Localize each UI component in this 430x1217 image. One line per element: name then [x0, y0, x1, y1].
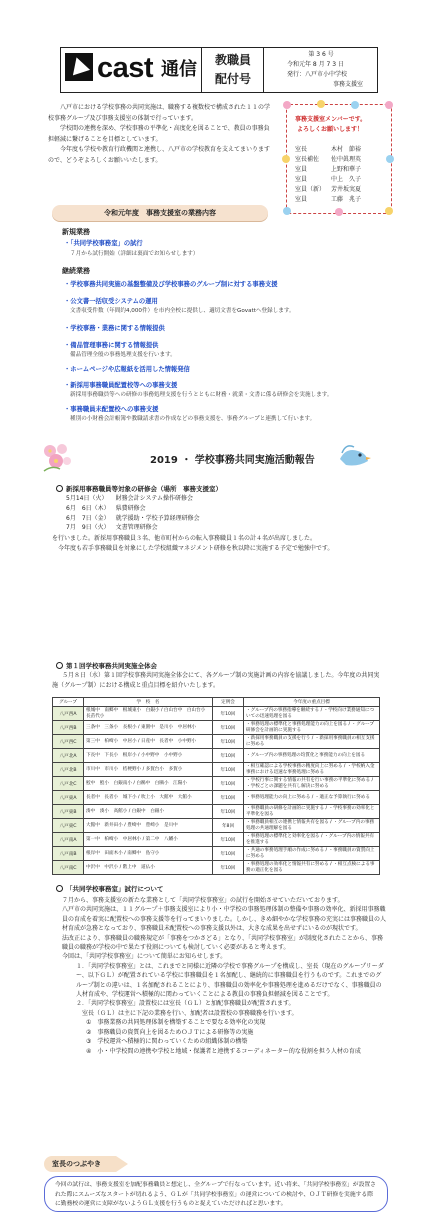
- issue-kind: [203, 48, 264, 92]
- group-row: [53, 735, 380, 749]
- staff-name: 木村 節裕: [331, 146, 362, 153]
- issue-date: 令和元年 8 月 7 3 日: [287, 61, 344, 68]
- group-target: ・相互確認による学校事務の精度向上に努める / ・学校納入金事務における迅速な事務処理に努める: [244, 763, 380, 777]
- work-item-note: 種別の小財務会計帳簿や教職請求書の作成などの事務支援を、事務グループと連携して行います。: [70, 416, 316, 422]
- group-row: [53, 861, 380, 875]
- work-item: ・事務職員未配置校への事務支援: [64, 406, 159, 413]
- flower-icon: [335, 208, 343, 216]
- flower-icon: [386, 155, 394, 163]
- work-item: ・新採用事務職員配置校等への事務支援: [64, 382, 178, 389]
- staff-name: 工藤 兆子: [331, 196, 362, 203]
- meeting-count: 年10回: [213, 847, 244, 861]
- group-schools: 湊中 湊小 高館小 / 白銀中 白銀小: [84, 805, 213, 819]
- group-name: 八戸東B: [53, 805, 84, 819]
- flower-icon: [385, 207, 393, 215]
- masthead: [60, 47, 378, 93]
- circle-bullet-icon: [56, 885, 63, 892]
- continuing-work-heading: 継続業務: [62, 267, 90, 275]
- flower-icon: [283, 207, 291, 215]
- group-row: [53, 805, 380, 819]
- group-target: ・事務職員の研修を計画的に実施する / ・学校事務の効率化と平準化を図る: [244, 805, 380, 819]
- issue-number: 第 3 6 号: [308, 51, 334, 58]
- training-content: 県費研修会: [115, 504, 146, 512]
- group-schools: 大館中 新井田小 / 豊崎中 豊崎小 是川中: [84, 819, 213, 833]
- group-schools: 中沢中 中沢小 / 階上中 道仏小: [84, 861, 213, 875]
- group-row: [53, 749, 380, 763]
- staff-box: [286, 104, 392, 214]
- tsubuyaki-text: 今回の試行は、事務支援室を加配事務職員と想定し、全グループで行なっています。近い将来、「共同学校事務室」が設置された際にスムーズなスタートが切れるよう、ＧＬが「共同学校事務室」の運営についての検討や、ＯＪＴ研修を実施する際に勤務校の運営に支障がないようＧＬ支援を行うものと捉えていただければと思います。: [55, 1182, 376, 1208]
- group-name: 八戸西B: [53, 721, 84, 735]
- group-name: 八戸南B: [53, 847, 84, 861]
- training-row: [66, 504, 206, 514]
- meeting-count: 年10回: [213, 833, 244, 847]
- training-note-2: 今年度も若手事務職員を対象にした学校組織マネジメント研修を秋以降に実施する予定で勉強中です。: [58, 544, 334, 552]
- staff-headline: [295, 115, 366, 135]
- group-schools: 鮫中 鮫小 白銀南小 / 白鷗中 白鷗小 江陽小: [84, 777, 213, 791]
- group-target: ・学校行事に関する情報の共有を行い事務の平準化に努める / ・学校ごとの課題を共有し解決に努める: [244, 777, 380, 791]
- group-row: [53, 707, 380, 721]
- training-date: 6月 7日（金）: [66, 514, 110, 522]
- section-title: 令和元年度 事務支援室の業務内容: [52, 205, 268, 221]
- work-item-note: 新採用事務職員等への研修の事務処理支援を行うとともに財務・就業・文書に係る研修会を実施します。: [70, 392, 333, 398]
- work-item-note: ７月から試行開始（詳細は裏面でお知らせします）: [70, 251, 199, 257]
- staff-member: [295, 175, 387, 185]
- group-target: ・グループ内の事務処理の均質化と事務能力の向上を図る: [244, 749, 380, 763]
- circle-bullet-icon: [56, 662, 63, 669]
- office: 事務支援室: [332, 81, 363, 88]
- trial-list-item: ２．「共同学校事務室」設置校には室長（ＧＬ）と加配事務職員が配置されます。: [76, 1000, 295, 1008]
- bird-icon: [336, 441, 372, 471]
- staff-role: 室員: [295, 196, 308, 203]
- activity-report-banner: [38, 437, 374, 483]
- group-name: 八戸東C: [53, 819, 84, 833]
- trial-heading: [56, 884, 163, 893]
- group-table-header: [53, 698, 380, 707]
- trial-list-item: １．「共同学校事務室」とは、これまでと同様に近隣の学校で事務グループを構成し、室長（現在のグループリーダー、以下ＧＬ）が配置されている学校に事務職員を１名加配し、継続的に事務職員を行うものです。これまでのグループ制との違いは、１名加配されることにより、事務職員の効率化や事務処理を進めるだけでなく、事務職員の人材育成や、学校運営へ積極的に関わっていくことによる教員の事務負担軽減を図ることです。: [76, 962, 384, 999]
- training-note-1: を行いました。新採用事務職員３名、他市町村からの転入事務職員１名の計４名が出席しました。: [52, 535, 317, 542]
- staff-role: 室員: [295, 176, 308, 183]
- staff-headline-2: よろしくお願いします！: [297, 126, 364, 133]
- staff-member: [295, 185, 387, 195]
- staff-name: 上野和華子: [331, 166, 362, 173]
- meeting-count: 年10回: [213, 777, 244, 791]
- col-group: グループ: [53, 698, 84, 707]
- group-name: 八戸西C: [53, 735, 84, 749]
- group-row: [53, 819, 380, 833]
- work-item-note: 文書収受件数（年間約4,000件）を市内全校に提供し、適切文書をGovattへ登録します。: [70, 308, 295, 314]
- intro-paragraph: 八戸市における学校事務の共同実施は、職務する複数校で構成された１１の学校事務グループ及び事務支援室の体制で行っています。: [48, 104, 271, 122]
- trial-sublist-item: ① 事務業務の共同処理体制を構築することで要なる効率化の実現: [86, 1019, 266, 1027]
- staff-role: 室長: [295, 146, 308, 153]
- group-schools: 下長中 下長小 根岸小 / 小中野中 小中野小: [84, 749, 213, 763]
- intro-paragraph: 今年度も学校や教育行政機関と連携し、八戸市の学校教育を支えてまいりますので、どうぞよろしくお願いいたします。: [48, 146, 271, 164]
- issue-info: [265, 48, 377, 92]
- group-name: 八戸北B: [53, 763, 84, 777]
- meeting-count: 年10回: [213, 805, 244, 819]
- work-item: ・備品管理事務に関する情報提供: [64, 342, 159, 349]
- work-item: ・学校事務・業務に関する情報提供: [64, 325, 165, 332]
- group-row: [53, 763, 380, 777]
- trial-sublist-item: ③ 学校運営へ積極的に関わっていくための組織体制の構築: [86, 1038, 248, 1046]
- training-date: 6月 6日（木）: [66, 504, 110, 512]
- groups-lead: ５月８日（水）第１回学校事務共同実施全体会にて、各グループ制の実施計画の内容を協議しました。今年度の共同実施（グループ制）における構成と重点目標を紹介いたします。: [52, 672, 380, 689]
- training-heading: [56, 484, 222, 493]
- col-target: 今年度の重点目標: [244, 698, 380, 707]
- group-row: [53, 791, 380, 805]
- tsubuyaki-label: 室長のつぶやき: [44, 1156, 116, 1172]
- tsubuyaki-box: [44, 1176, 388, 1212]
- group-target: ・事務処理の効率化と情報共有に努める / ・相互点検による事務の適正化を図る: [244, 861, 380, 875]
- trial-paragraph: 八戸市の共同実施は、１１グループ＋事務支援室により小・中学校の事務処理体制の整備や事務の効率化、新採用事務職員の育成を着実に配置校への事務支援等を行ってまいりました。しかし、きめ細やかな学校事務の充実には事務職員の人材育成が急務となっており、事務職員未配置校への事務支援以外は、大きな成果を出せずにいるのが現状です。: [62, 906, 387, 933]
- training-heading-text: 新採用事務職員等対象の研修会（場所 事務支援室）: [66, 485, 222, 493]
- staff-member: [295, 155, 387, 165]
- work-item: ・公文書一括収受システムの運用: [64, 298, 158, 305]
- staff-name: 佐中眞理英: [331, 156, 362, 163]
- group-schools: 三条中 三条小 長根小 / 東園中 是川小 中居林小: [84, 721, 213, 735]
- group-target: ・事務職員相互の連携と情報共有を図る / ・グループ内の事務処理の共通理解を図る: [244, 819, 380, 833]
- intro-paragraph: 学校間の連携を深め、学校事務の平準化・高度化を図ることで、教員の事務負担軽減に繋げることを目標としています。: [48, 125, 270, 143]
- staff-member: [295, 165, 387, 175]
- flower-icon: [317, 100, 325, 108]
- training-row: [66, 523, 206, 533]
- trial-list-item: 室長（ＧＬ）は主に下記の業務を行い、加配者は設置校の事務職務を行います。: [82, 1009, 298, 1017]
- training-date: 7月 9日（火）: [66, 524, 110, 532]
- staff-member: [295, 195, 387, 205]
- staff-role: 室員（新）: [295, 186, 326, 193]
- new-work-heading: 新規業務: [62, 228, 90, 236]
- group-target: ・共通の事務処理手順の作成に努める / ・事務職員の資質向上に努める: [244, 847, 380, 861]
- training-row: [66, 494, 206, 504]
- group-row: [53, 847, 380, 861]
- training-schedule: [66, 494, 206, 533]
- trial-paragraph: 法改正により、事務職員の職務規定が「事務をつかさどる」となり、「共同学校事務室」が制度化されたことから、事務職員の職務が学校の中で果たす役割についても検討していく必要があると考えます。: [62, 934, 384, 952]
- col-school: 学 校 名: [84, 698, 213, 707]
- group-schools: 長者中 長者小 城下小 / 吹上小 大館中 大館小: [84, 791, 213, 805]
- blossom-icon: [40, 441, 74, 475]
- group-row: [53, 721, 380, 735]
- flower-icon: [282, 155, 290, 163]
- kind-line-2: 配付号: [214, 72, 251, 86]
- groups-heading: [56, 661, 157, 670]
- staff-list: [295, 145, 387, 205]
- meeting-count: 年8回: [213, 819, 244, 833]
- group-schools: 第三中 柏崎小 中居小 / 日産中 長者中 小中野小: [84, 735, 213, 749]
- training-note: [52, 534, 382, 554]
- group-schools: 第一中 柏崎小 中居林小 / 第二中 八幡小: [84, 833, 213, 847]
- groups-heading-text: 第１回学校事務共同実施全体会: [66, 662, 157, 670]
- training-date: 5月14日（火）: [66, 495, 108, 502]
- meeting-count: 年10回: [213, 791, 244, 805]
- meeting-count: 年10回: [213, 735, 244, 749]
- group-schools: 根城中 南郷中 根城東小 白銀小 / 白山台中 白山台小 長苗代小: [84, 707, 213, 721]
- training-content: 文書管理研修会: [115, 524, 158, 532]
- staff-name: 中上 久子: [331, 176, 362, 183]
- col-count: 定例会: [213, 698, 244, 707]
- staff-role: 室長補佐: [295, 156, 320, 163]
- trial-sublist-item: ④ 小・中学校間の連携や学校と地域・保護者と連携するコーディネーター的な役割を担う人材の育成: [86, 1047, 361, 1055]
- circle-bullet-icon: [56, 485, 63, 492]
- staff-name: 芳井坂実夏: [331, 186, 362, 193]
- meeting-count: 年10回: [213, 707, 244, 721]
- logo-suffix: 通信: [161, 59, 197, 80]
- trial-heading-text: 「共同学校事務室」試行について: [66, 885, 164, 893]
- flower-icon: [385, 101, 393, 109]
- group-name: 八戸南C: [53, 861, 84, 875]
- work-item: ・学校事務共同実施の基盤整備及び学校事務のグループ制に対する事務支援: [64, 281, 278, 288]
- trial-sublist-item: ② 事務職員の資質向上を図るためＯＪＴによる研修等の実施: [86, 1028, 254, 1036]
- staff-member: [295, 145, 387, 155]
- meeting-count: 年10回: [213, 721, 244, 735]
- group-name: 八戸東A: [53, 791, 84, 805]
- logo-mark-icon: [65, 53, 93, 81]
- flower-icon: [351, 101, 359, 109]
- training-content: 財務会計システム操作研修会: [115, 495, 194, 502]
- training-row: [66, 514, 206, 524]
- meeting-count: 年10回: [213, 763, 244, 777]
- group-table: [52, 697, 380, 875]
- staff-role: 室員: [295, 166, 308, 173]
- meeting-count: 年10回: [213, 749, 244, 763]
- group-target: ・事務処理の標準化と効率化を図る / ・グループ内の情報共有を推進する: [244, 833, 380, 847]
- trial-paragraph: ７月から、事務支援室の新たな業務として「共同学校事務室」の試行を開始させていただいております。: [62, 897, 344, 904]
- group-table-body: [53, 707, 380, 875]
- flower-icon: [283, 101, 291, 109]
- group-row: [53, 833, 380, 847]
- meeting-count: 年10回: [213, 861, 244, 875]
- group-schools: 根岸中 田面木小 / 南郷中 島守小: [84, 847, 213, 861]
- trial-body: [52, 896, 386, 1056]
- group-target: ・事務処理能力の向上に努める / ・適正な予算執行に努める: [244, 791, 380, 805]
- work-item: ・「共同学校事務室」の試行: [64, 240, 143, 247]
- work-item: ・ホームページや広報紙を活用した情報発信: [64, 366, 190, 373]
- logo-text: cast: [97, 52, 154, 84]
- group-schools: 市川中 市川小 桔梗野小 / 多賀台小 多賀小: [84, 763, 213, 777]
- training-content: 就学援助・学校予算経理研修会: [115, 514, 200, 522]
- group-target: ・グループ内の事務指導を継続する / ・学校向け業務通知についての迅速処理を図る: [244, 707, 380, 721]
- cast-logo: [61, 48, 202, 92]
- kind-line-1: 教職員: [214, 53, 251, 67]
- work-item-note: 備品管理全般の事務処理支援を行います。: [70, 352, 176, 358]
- group-name: 八戸北C: [53, 777, 84, 791]
- group-target: ・事務処理の標準化と事務処理能力の向上を図る / ・グループ研修会を計画的に実施する: [244, 721, 380, 735]
- trial-paragraph: 今回は、「共同学校事務室」について簡単にお知らせします。: [62, 953, 227, 961]
- group-target: ・新採用事務職員の支援を行う / ・新採用事務職員の相互支援に努める: [244, 735, 380, 749]
- activity-report-title: 2019 ・ 学校事務共同実施活動報告: [150, 455, 315, 466]
- staff-headline-1: 事務支援室メンバーです。: [295, 116, 367, 123]
- intro-text: [48, 103, 273, 166]
- group-name: 八戸南A: [53, 833, 84, 847]
- group-row: [53, 777, 380, 791]
- group-name: 八戸西A: [53, 707, 84, 721]
- publisher: 発行：八戸市小中学校: [287, 71, 348, 78]
- group-name: 八戸北A: [53, 749, 84, 763]
